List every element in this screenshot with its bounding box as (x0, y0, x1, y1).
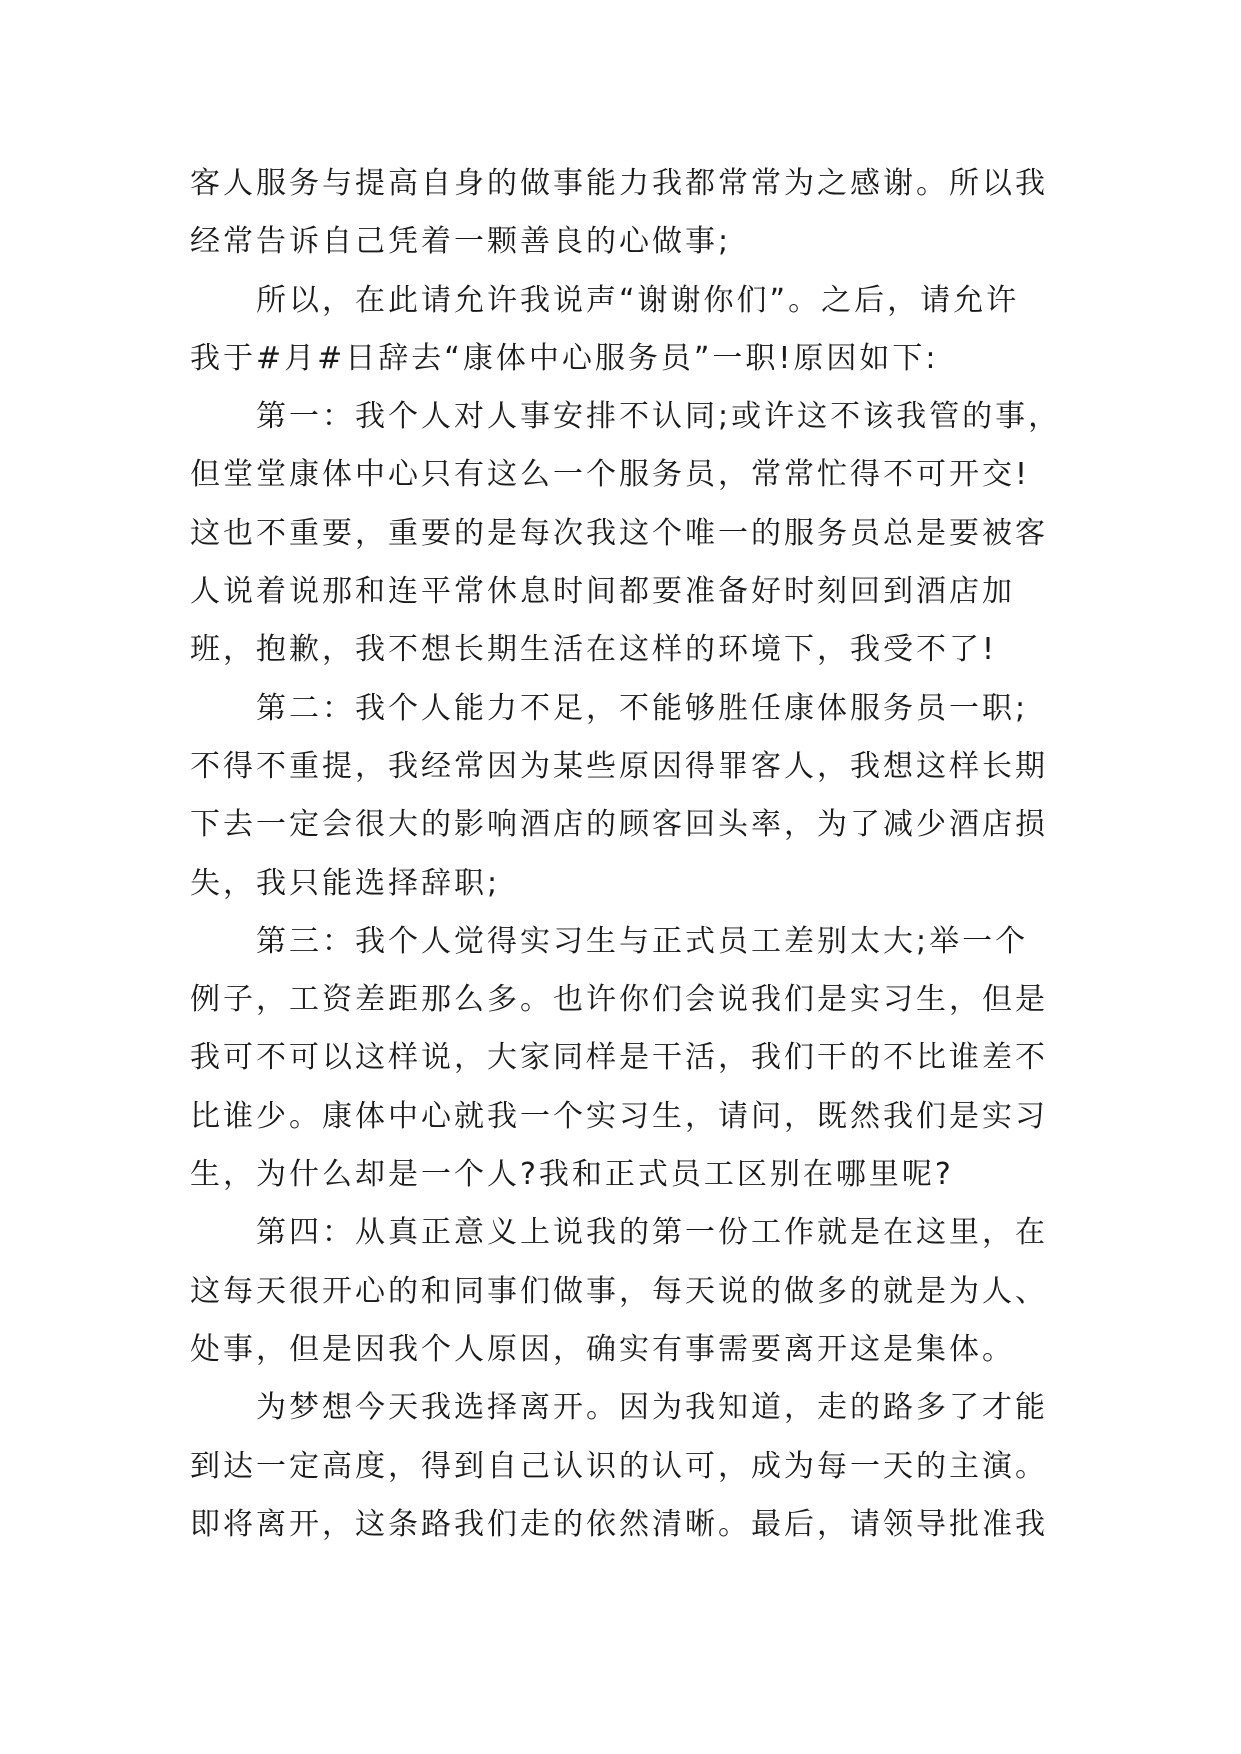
document-body (190, 155, 1060, 1554)
text-line: 我于#月#日辞去“康体中心服务员”一职!原因如下: (190, 340, 939, 376)
text-line: 这也不重要，重要的是每次我这个唯一的服务员总是要被客 (190, 515, 1048, 551)
text-line: 第四：从真正意义上说我的第一份工作就是在这里，在 (256, 1215, 1048, 1251)
text-line: 比谁少。康体中心就我一个实习生，请问，既然我们是实习 (190, 1098, 1048, 1134)
text-line: 为梦想今天我选择离开。因为我知道，走的路多了才能 (256, 1390, 1048, 1426)
text-line: 处事，但是因我个人原因，确实有事需要离开这是集体。 (190, 1331, 1015, 1367)
text-line: 例子，工资差距那么多。也许你们会说我们是实习生，但是 (190, 982, 1048, 1018)
text-line: 第三：我个人觉得实习生与正式员工差别太大;举一个 (256, 923, 1029, 959)
text-line: 所以，在此请允许我说声“谢谢你们”。之后，请允许 (256, 282, 1020, 318)
text-line: 即将离开，这条路我们走的依然清晰。最后，请领导批准我 (190, 1506, 1048, 1542)
text-line: 下去一定会很大的影响酒店的顾客回头率，为了减少酒店损 (190, 807, 1048, 843)
text-line: 第二：我个人能力不足，不能够胜任康体服务员一职; (256, 690, 1029, 726)
text-line: 客人服务与提高自身的做事能力我都常常为之感谢。所以我 (190, 166, 1048, 201)
text-line: 但堂堂康体中心只有这么一个服务员，常常忙得不可开交! (190, 457, 1031, 493)
text-line: 第一：我个人对人事安排不认同;或许这不该我管的事， (256, 399, 1062, 435)
text-line: 班，抱歉，我不想长期生活在这样的环境下，我受不了! (190, 632, 998, 668)
text-line: 失，我只能选择辞职; (190, 865, 501, 901)
text-line: 这每天很开心的和同事们做事，每天说的做多的就是为人、 (190, 1273, 1048, 1309)
text-line: 经常告诉自己凭着一颗善良的心做事; (190, 224, 732, 260)
text-line: 人说着说那和连平常休息时间都要准备好时刻回到酒店加 (190, 574, 1015, 610)
text-line: 不得不重提，我经常因为某些原因得罪客人，我想这样长期 (190, 748, 1048, 784)
text-line: 到达一定高度，得到自己认识的认可，成为每一天的主演。 (190, 1448, 1048, 1484)
text-line: 生，为什么却是一个人?我和正式员工区别在哪里呢? (190, 1157, 954, 1193)
text-line: 我可不可以这样说，大家同样是干活，我们干的不比谁差不 (190, 1040, 1048, 1076)
